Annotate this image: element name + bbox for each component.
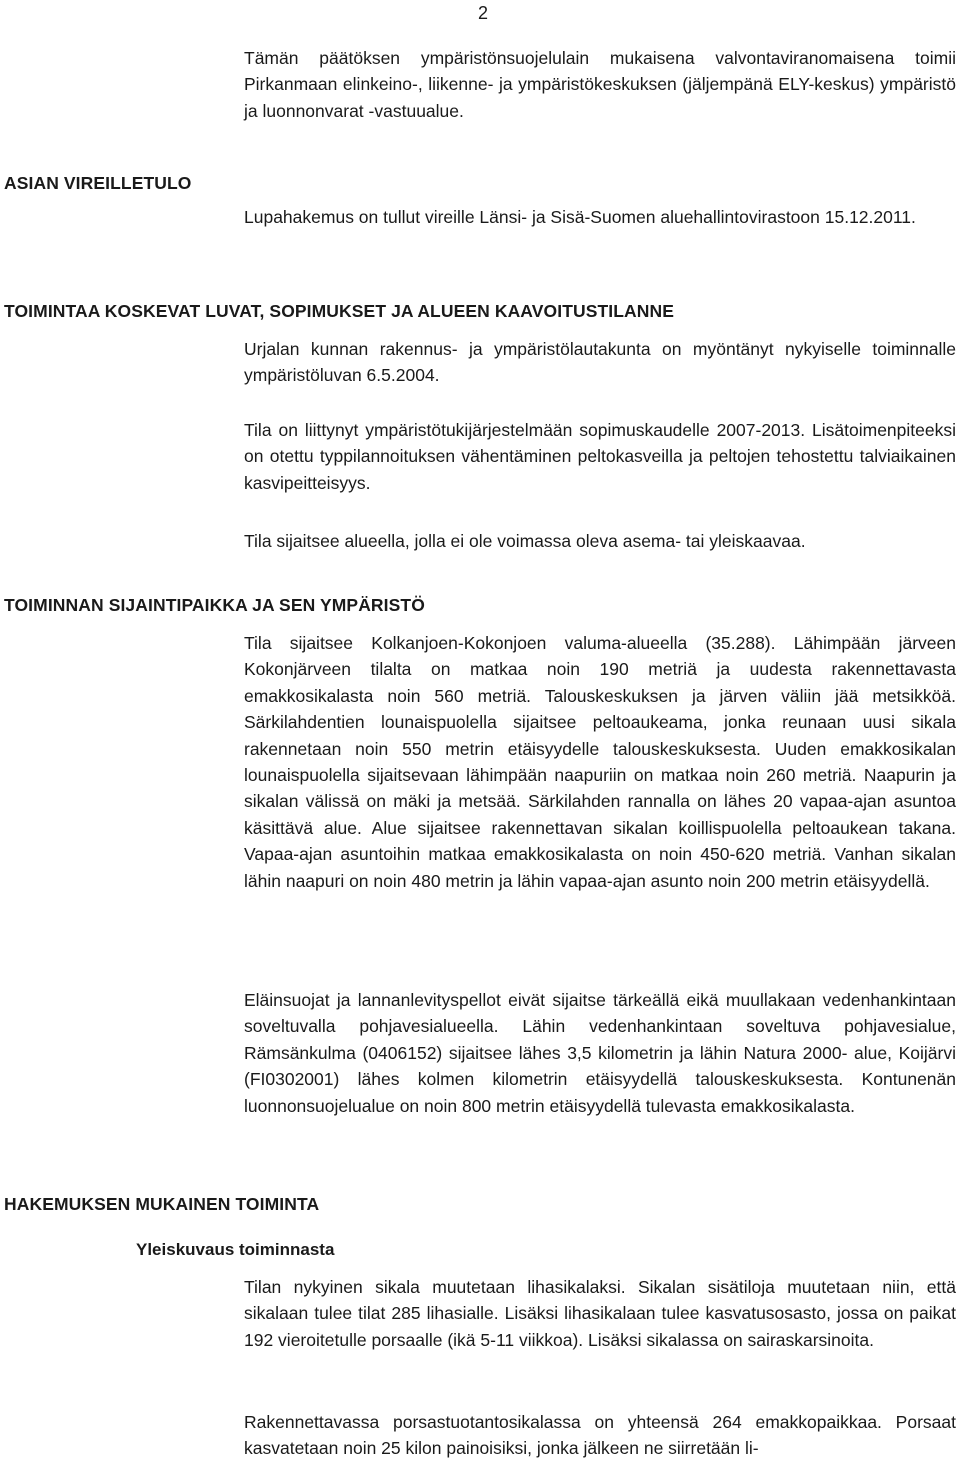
toiminta-paragraph-1: Tilan nykyinen sikala muutetaan lihasikalaksi. Sikalan sisätiloja muutetaan niin, että sikalaan tulee tilat 285 lihasialle. Lisäksi lihasikalaan tulee kasvatusosasto, jossa on paikat 192 vieroitetulle porsaalle (ikä 5-11 viikkoa). Lisäksi sikalassa on sairaskarsinoita. xyxy=(244,1277,956,1350)
subheading-yleiskuvaus: Yleiskuvaus toiminnasta xyxy=(136,1240,335,1259)
luvat-paragraph-3: Tila sijaitsee alueella, jolla ei ole voimassa oleva asema- tai yleiskaavaa. xyxy=(244,531,806,551)
sijainti-paragraph-1: Tila sijaitsee Kolkanjoen-Kokonjoen valuma-alueella (35.288). Lähimpään järveen Kokonjärveen tilalta on matkaa noin 190 metriä ja uudesta rakennettavasta emakkosikalasta noin 560 metriä. Talouskeskuksen ja järven väliin jää metsikköä. Särkilahdentien lounaispuolella sijaitsee peltoaukeama, jonka reunaan uusi sikala rakennetaan noin 550 metrin etäisyydelle talouskeskuksesta. Uuden emakkosikalan lounaispuolella sijaitsevaan lähimpään naapuriin on matkaa noin 260 metriä. Naapurin ja sikalan välissä on mäki ja metsää. Särkilahden rannalla on lähes 20 vapaa-ajan asuntoa käsittävä alue. Alue sijaitsee rakennettavan sikalan koillispuolella peltoaukean takana. Vapaa-ajan asuntoihin matkaa emakkosikalasta on noin 450-620 metriä. Vanhan sikalan lähin naapuri on noin 480 metrin ja lähin vapaa-ajan asunto noin 200 metrin etäisyydellä. xyxy=(244,633,956,891)
heading-luvat-sopimukset: TOIMINTAA KOSKEVAT LUVAT, SOPIMUKSET JA ALUEEN KAAVOITUSTILANNE xyxy=(4,301,675,321)
heading-toiminnan-sijaintipaikka: TOIMINNAN SIJAINTIPAIKKA JA SEN YMPÄRISTÖ xyxy=(4,595,425,615)
page-number: 2 xyxy=(478,3,489,23)
vireilletulo-paragraph: Lupahakemus on tullut vireille Länsi- ja Sisä-Suomen aluehallintovirastoon 15.12.2011. xyxy=(244,207,916,227)
toiminta-paragraph-2: Rakennettavassa porsastuotantosikalassa on yhteensä 264 emakkopaikkaa. Porsaat kasvatetaan noin 25 kilon painoisiksi, jonka jälkeen ne siirretään li- xyxy=(244,1412,956,1459)
heading-asian-vireilletulo: ASIAN VIREILLETULO xyxy=(4,173,192,193)
heading-hakemuksen-mukainen-toiminta: HAKEMUKSEN MUKAINEN TOIMINTA xyxy=(4,1194,320,1214)
sijainti-paragraph-2: Eläinsuojat ja lannanlevityspellot eivät sijaitse tärkeällä eikä muullakaan vedenhankintaan soveltuvalla pohjavesialueella. Lähin vedenhankintaan soveltuva pohjavesialue, Rämsänkulma (0406152) sijaitsee lähes 3,5 kilometrin ja lähin Natura 2000- alue, Koijärvi (FI0302001) lähes kolmen kilometrin etäisyydellä talouskeskuksesta. Kontunenän luonnonsuojelualue on noin 800 metrin etäisyydellä tulevasta emakkosikalasta. xyxy=(244,990,956,1116)
intro-paragraph: Tämän päätöksen ympäristönsuojelulain mukaisena valvontaviranomaisena toimii Pirkanmaan elinkeino-, liikenne- ja ympäristökeskuksen (jäljempänä ELY-keskus) ympäristö ja luonnonvarat -vastuualue. xyxy=(244,48,956,121)
luvat-paragraph-2: Tila on liittynyt ympäristötukijärjestelmään sopimuskaudelle 2007-2013. Lisätoimenpiteeksi on otettu typpilannoituksen vähentäminen peltokasveilla ja peltojen tehostettu talviaikainen kasvipeitteisyys. xyxy=(244,420,956,493)
luvat-paragraph-1: Urjalan kunnan rakennus- ja ympäristölautakunta on myöntänyt nykyiselle toiminnalle ympäristöluvan 6.5.2004. xyxy=(244,339,956,386)
